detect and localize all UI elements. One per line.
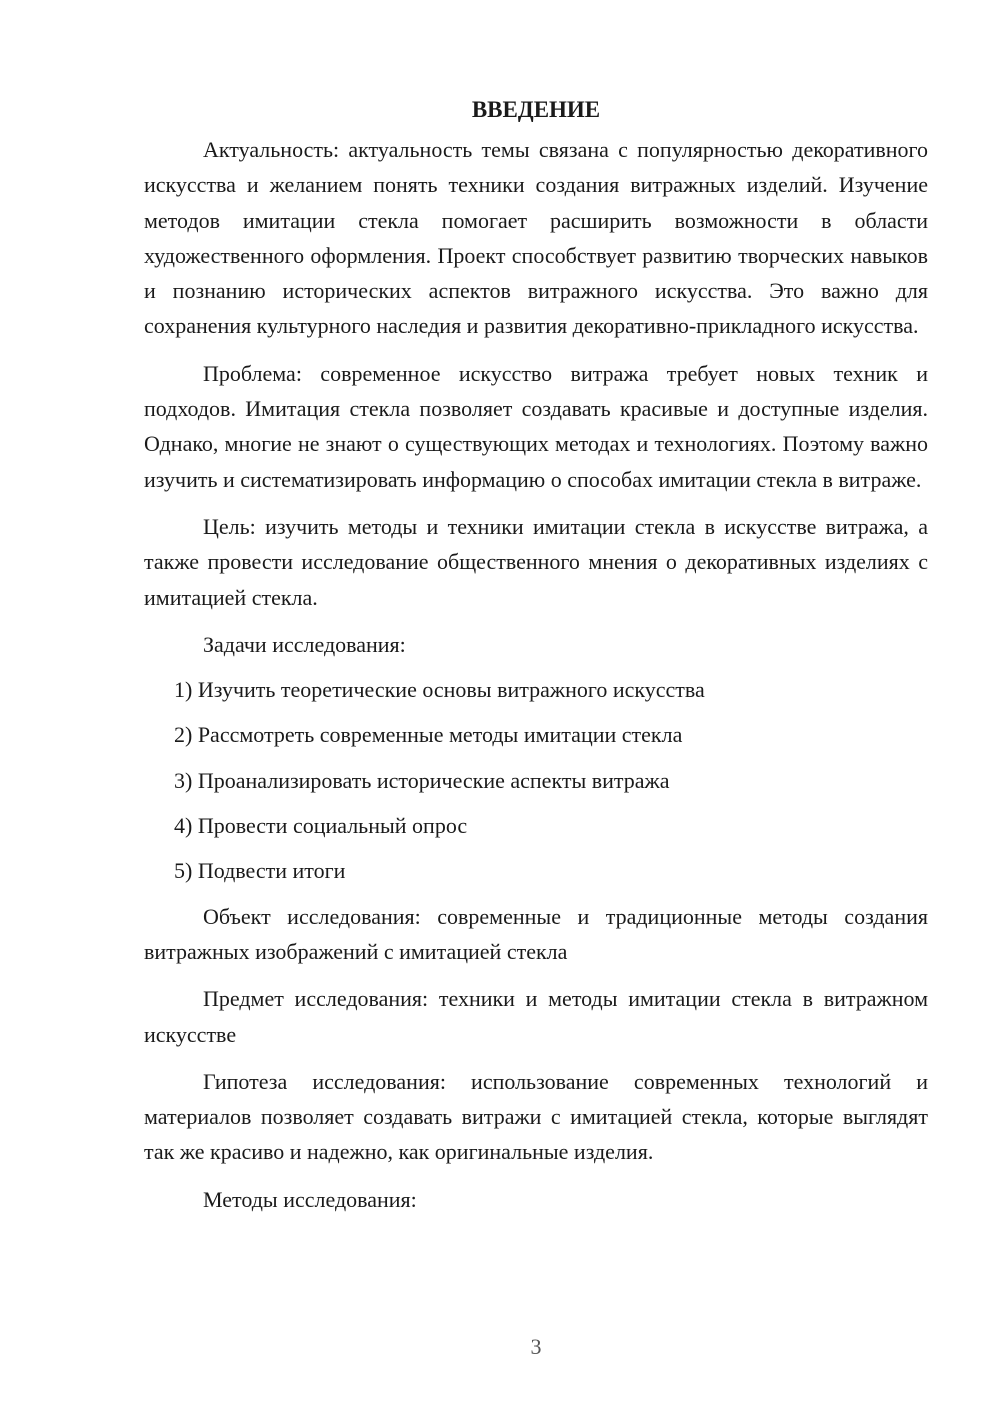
tasks-heading: Задачи исследования: — [203, 631, 406, 657]
problem-paragraph: Проблема: современное искусство витража требует новых техник и подходов. Имитация стекла позволяет создавать красивые и доступные изделия. Однако, многие не знают о существующих методах и технологиях. Поэтому важно изучить и систематизировать информацию о способах имитации стекла в витраже. — [144, 360, 928, 492]
page-number: 3 — [530, 1334, 542, 1359]
document-page — [144, 92, 928, 1227]
methods-heading: Методы исследования: — [203, 1186, 417, 1212]
object-paragraph: Объект исследования: современные и традиционные методы создания витражных изображений с имитацией стекла — [144, 903, 928, 964]
subject-paragraph: Предмет исследования: техники и методы имитации стекла в витражном искусстве — [144, 986, 928, 1047]
list-item: 3) Проанализировать исторические аспекты витража — [174, 767, 670, 793]
list-item: 2) Рассмотреть современные методы имитации стекла — [174, 722, 683, 748]
hypothesis-paragraph: Гипотеза исследования: использование современных технологий и материалов позволяет создавать витражи с имитацией стекла, которые выглядят так же красиво и надежно, как оригинальные изделия. — [144, 1068, 928, 1165]
list-item: 4) Провести социальный опрос — [174, 813, 468, 839]
list-item: 1) Изучить теоретические основы витражного искусства — [174, 677, 705, 703]
list-item: 5) Подвести итоги — [174, 858, 346, 884]
tasks-list — [144, 672, 928, 888]
goal-paragraph: Цель: изучить методы и техники имитации стекла в искусстве витража, а также провести исследование общественного мнения о декоративных изделиях с имитацией стекла. — [144, 513, 928, 610]
section-title: ВВЕДЕНИЕ — [471, 97, 601, 122]
relevance-paragraph: Актуальность: актуальность темы связана с популярностью декоративного искусства и желанием понять техники создания витражных изделий. Изучение методов имитации стекла помогает расширить возможности в области художественного оформления. Проект способствует развитию творческих навыков и познанию исторических аспектов витражного искусства. Это важно для сохранения культурного наследия и развития декоративно-прикладного искусства. — [144, 137, 928, 339]
